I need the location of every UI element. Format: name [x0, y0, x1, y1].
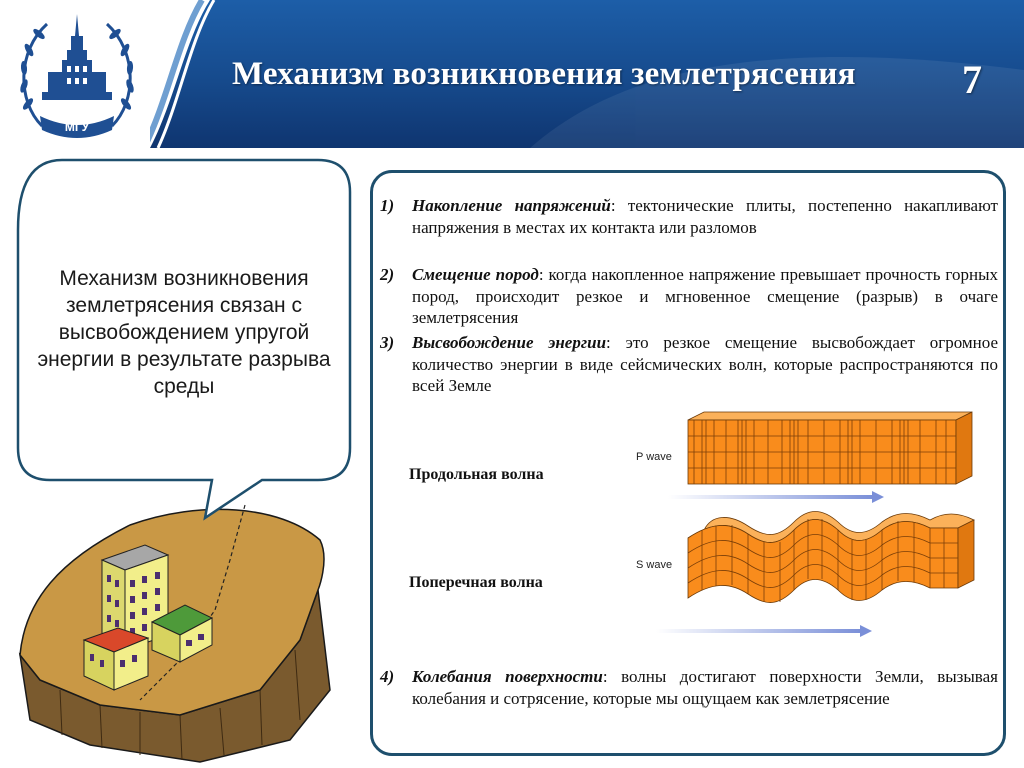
- p-wave-diagram: [680, 410, 980, 490]
- item-number: 1): [380, 196, 395, 215]
- bubble-text: Механизм возникновения землетрясения связан с высвобождением упругой энергии в результате разрыва среды: [37, 267, 331, 398]
- p-wave-tag: P wave: [636, 451, 672, 463]
- item-term: Высвобождение энергии: [412, 333, 607, 352]
- list-item: [380, 332, 998, 397]
- msu-emblem-icon: [12, 6, 142, 146]
- list-item: [380, 666, 998, 709]
- s-wave-tag: S wave: [636, 559, 673, 571]
- list-item: [380, 195, 998, 238]
- item-text: : когда накопленное напряжение превышает прочность горных пород, происходит резкое и мгновенное смещение (разрыв) в очаге землетрясения: [412, 265, 998, 327]
- p-wave-label: Продольная волна: [409, 466, 544, 483]
- item-number: 2): [380, 265, 395, 284]
- s-wave-arrow: [656, 624, 876, 638]
- earthquake-scene-illustration: [0, 150, 370, 768]
- item-text: : это резкое смещение высвобождает огромное количество энергии в виде сейсмических волн, которые распространяются по всей Земле: [412, 333, 999, 395]
- item-term: Колебания поверхности: [412, 667, 603, 686]
- list-item: [380, 264, 998, 329]
- s-wave-diagram: [682, 508, 982, 604]
- s-wave-label: Поперечная волна: [409, 574, 543, 591]
- item-text: : тектонические плиты, постепенно накапливают напряжения в местах их контакта или разломов: [412, 196, 998, 237]
- item-term: Накопление напряжений: [412, 196, 611, 215]
- item-term: Смещение пород: [412, 265, 539, 284]
- page-title: Механизм возникновения землетрясения: [232, 56, 856, 92]
- logo-text: МГУ: [64, 120, 90, 134]
- item-text: : волны достигают поверхности Земли, вызывая колебания и сотрясение, которые мы ощущаем как землетрясение: [412, 667, 998, 708]
- item-number: 3): [380, 333, 395, 352]
- item-number: 4): [380, 667, 395, 686]
- logo: [0, 0, 160, 150]
- slide-number: 7: [962, 57, 982, 102]
- p-wave-arrow: [668, 490, 888, 504]
